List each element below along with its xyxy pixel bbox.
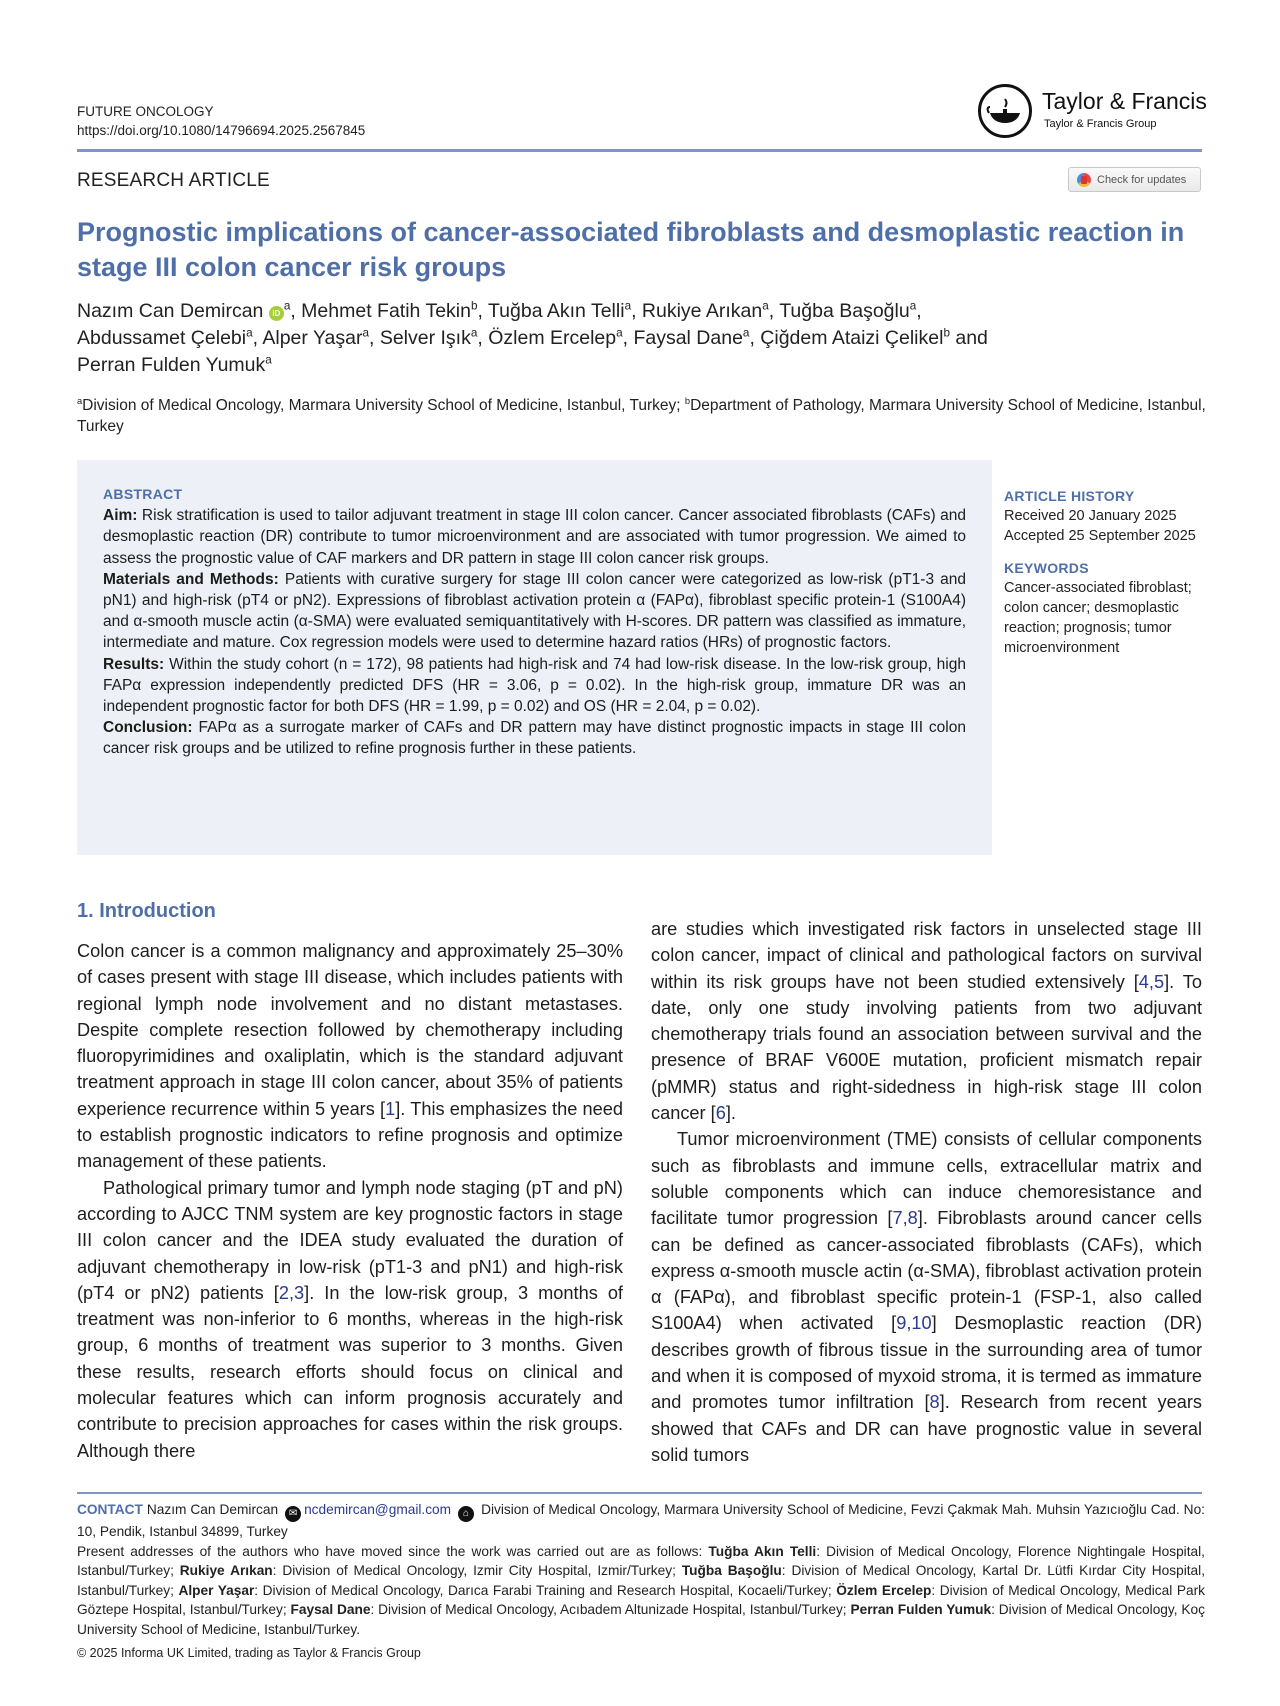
abstract-methods-text: Patients with curative surgery for stage III colon cancer were categorized as low-risk (pT1-3 and pN1) and high-risk (pT4 or pN2). Expressions of fibroblast activation protein α (FAPα), fibroblast specific protein-1 (S100A4) and α-smooth muscle actin (α-SMA) were evaluated semiquantitatively with H-scores. DR pattern was classified as immature, intermediate and mature. Cox regression models were used to determine hazard ratios (HRs) of prognostic factors. — [103, 570, 967, 652]
abstract-box — [77, 460, 992, 855]
author[interactable]: Selver Işık — [379, 327, 471, 349]
present-addresses: Present addresses of the authors who have moved since the work was carried out are as follows: Tuğba Akın Telli: Division of Medical Oncology, Florence Nightingale Hospital, Istanbul/Turkey; Rukiye Arıkan: Division of Medical Oncology, Izmir City Hospital, Izmir/Turkey; Tuğba Başoğlu: Division of Medical Oncology, Kartal Dr. Lütfi Kırdar City Hospital, Istanbul/Turkey; Alper Yaşar: Division of Medical Oncology, Darıca Farabi Training and Research Hospital, Kocaeli/Turkey; Özlem Ercelep: Division of Medical Oncology, Medical Park Göztepe Hospital, Istanbul/Turkey; Faysal Dane: Division of Medical Oncology, Acıbadem Altunizade Hospital, Istanbul/Turkey; Perran Fulden Yumuk: Division of Medical Oncology, Koç University School of Medicine, Istanbul/Turkey. — [77, 1543, 1206, 1637]
citation-link[interactable]: 1 — [385, 1098, 396, 1119]
abstract-aim — [103, 505, 966, 569]
oil-lamp-icon — [978, 84, 1032, 138]
article-meta-sidebar — [1004, 486, 1209, 658]
moved-author-name: Perran Fulden Yumuk — [850, 1602, 992, 1617]
author[interactable]: Nazım Can Demircan — [77, 300, 264, 322]
doi-link[interactable]: https://doi.org/10.1080/14796694.2025.2567845 — [77, 123, 366, 138]
moved-author-name: Tuğba Başoğlu — [681, 1563, 782, 1578]
moved-author-name: Rukiye Arıkan — [179, 1563, 273, 1578]
author-affiliation-mark: a — [909, 299, 917, 313]
author[interactable]: Tuğba Başoğlu — [779, 300, 910, 322]
paragraph: are studies which investigated risk factors in unselected stage III colon cancer, impact of clinical and pathological factors on survival within its risk groups have not been studied extensively [4,5]. To date, only one study involving patients from two adjuvant chemotherapy trials found an association between survival and the presence of BRAF V600E mutation, proficient mismatch repair (pMMR) status and right-sidedness in high-risk stage III colon cancer [6]. — [651, 919, 1202, 1124]
footnote-block — [77, 1500, 1205, 1639]
address-icon: ⌂ — [458, 1506, 474, 1522]
citation-link[interactable]: 2,3 — [278, 1282, 305, 1303]
author-affiliation-mark: a — [616, 326, 623, 340]
check-for-updates-button[interactable] — [1068, 167, 1201, 192]
contact-address: Division of Medical Oncology, Marmara University School of Medicine, Fevzi Çakmak Mah. Muhsin Yazıcıoğlu Cad. No: 10, Pendik, Istanbul 34899, Turkey — [77, 1502, 1205, 1539]
abstract-conclusion — [103, 717, 966, 759]
accepted-date: Accepted 25 September 2025 — [1004, 528, 1196, 544]
publisher-group: Taylor & Francis Group — [1044, 118, 1157, 130]
author-affiliation-mark: a — [624, 299, 632, 313]
moved-author-name: Tuğba Akın Telli — [708, 1543, 817, 1559]
author-affiliation-mark: a — [470, 326, 478, 340]
check-for-updates-label: Check for updates — [1097, 173, 1187, 186]
moved-author-name: Alper Yaşar — [178, 1582, 255, 1598]
introduction-heading: 1. Introduction — [77, 900, 216, 922]
email-icon: ✉ — [285, 1506, 301, 1522]
body-column-left — [77, 938, 623, 1464]
orcid-icon[interactable]: iD — [269, 306, 284, 321]
contact-email[interactable]: ncdemircan@gmail.com — [304, 1502, 452, 1517]
publisher-name: Taylor & Francis — [1042, 88, 1207, 114]
author-affiliation-mark: a — [283, 299, 291, 313]
keywords-list: Cancer-associated fibroblast; colon cancer; desmoplastic reaction; prognosis; tumor microenvironment — [1004, 580, 1192, 656]
body-column-right — [651, 916, 1202, 1468]
author[interactable]: Çiğdem Ataizi Çelikel — [760, 327, 944, 349]
abstract-heading: ABSTRACT — [103, 486, 183, 502]
affiliation-b: Department of Pathology, Marmara University School of Medicine, Istanbul, Turkey — [77, 397, 1206, 435]
journal-header — [77, 102, 365, 140]
paragraph: Tumor microenvironment (TME) consists of cellular components such as fibroblasts and immune cells, extracellular matrix and soluble components which can induce chemoresistance and facilitate tumor progression [7,8]. Fibroblasts around cancer cells can be defined as cancer-associated fibroblasts (CAFs), which express α-smooth muscle actin (α-SMA), fibroblast activation protein α (FAPα), and fibroblast specific protein-1 (FSP-1, also called S100A4) when activated [9,10] Desmoplastic reaction (DR) describes growth of fibrous tissue in the surrounding area of tumor and when it is composed of myxoid stroma, it is termed as immature and promotes tumor infiltration [8]. Research from recent years showed that CAFs and DR can have prognostic value in several solid tumors — [651, 1129, 1202, 1465]
abstract-conclusion-text: FAPα as a surrogate marker of CAFs and DR pattern may have distinct prognostic impacts in stage III colon cancer risk groups and be utilized to refine prognosis further in these patients. — [103, 719, 966, 758]
abstract-conclusion-label: Conclusion: — [103, 719, 193, 737]
copyright: © 2025 Informa UK Limited, trading as Taylor & Francis Group — [77, 1646, 421, 1660]
article-type: RESEARCH ARTICLE — [77, 170, 270, 191]
abstract-results-text: Within the study cohort (n = 172), 98 patients had high-risk and 74 had low-risk disease. In the low-risk group, high FAPα expression independently predicted DFS (HR = 3.06, p = 0.02). In the high-risk group, immature DR was an independent prognostic factor for both DFS (HR = 1.99, p = 0.02) and OS (HR = 2.04, p = 0.02). — [103, 655, 966, 716]
author-affiliation-mark: b — [943, 326, 950, 340]
publisher-logo — [978, 84, 1208, 144]
author-affiliation-mark: a — [246, 326, 253, 340]
abstract-aim-label: Aim: — [103, 507, 138, 525]
author-list: Nazım Can Demircan $iD^a$, Mehmet Fatih Tekin$^b$, Tuğba Akın Telli$^a$, Rukiye Arıkan$^a$, Tuğba Başoğlu$^a$, Abdussamet Çelebi$^a$, Alper Yaşar$^a$, Selver Işık$^a$, Özlem Ercelep$^a$, Faysal Dane$^a$, Çiğdem Ataizi Çelikel$^b$ and Perran Fulden Yumuk$^a$ — [77, 299, 988, 376]
abstract-results-label: Results: — [103, 655, 165, 673]
article-history-heading: ARTICLE HISTORY — [1004, 488, 1135, 504]
footer-divider — [77, 1492, 1202, 1494]
author[interactable]: Rukiye Arıkan — [641, 300, 763, 322]
author[interactable]: Abdussamet Çelebi — [77, 327, 247, 349]
affiliation-a: Division of Medical Oncology, Marmara University School of Medicine, Istanbul, Turkey; — [82, 397, 685, 414]
author-affiliation-mark: a — [265, 353, 272, 367]
abstract-methods-label: Materials and Methods: — [103, 570, 279, 588]
article-title: Prognostic implications of cancer-associated fibroblasts and desmoplastic reaction in stage III colon cancer risk groups — [77, 217, 1185, 282]
crossmark-icon — [1077, 173, 1091, 187]
abstract-aim-text: Risk stratification is used to tailor adjuvant treatment in stage III colon cancer. Cancer associated fibroblasts (CAFs) and desmoplastic reaction (DR) contribute to tumor microenvironment and are associated with tumor progression. We aimed to assess the prognostic value of CAF markers and DR pattern in stage III colon cancer risk groups. — [103, 507, 966, 567]
author[interactable]: Faysal Dane — [633, 327, 743, 349]
author-affiliation-mark: a — [362, 326, 369, 340]
affiliation-mark-b: b — [684, 395, 691, 406]
abstract-content — [103, 484, 966, 760]
received-date: Received 20 January 2025 — [1004, 508, 1177, 524]
author[interactable]: Mehmet Fatih Tekin — [301, 300, 471, 322]
author-affiliation-mark: a — [762, 299, 769, 313]
abstract-results — [103, 654, 966, 718]
header-divider — [77, 149, 1202, 152]
citation-link[interactable]: 6 — [715, 1103, 726, 1124]
author[interactable]: Perran Fulden Yumuk — [77, 354, 266, 376]
affiliations — [77, 395, 1207, 437]
paragraph: Pathological primary tumor and lymph node staging (pT and pN) according to AJCC TNM system are key prognostic factors in stage III colon cancer and the IDEA study evaluated the duration of adjuvant chemotherapy in low-risk (pT1-3 and pN1) and high-risk (pT4 or pN2) patients [2,3]. In the low-risk group, 3 months of treatment was non-inferior to 6 months, whereas in the high-risk group, 6 months of treatment was superior to 3 months. Given these results, research efforts should focus on clinical and molecular features which can inform prognosis accurately and contribute to precision approaches for cases within the risk groups. Although there — [77, 1177, 623, 1461]
affiliation-mark-a: a — [77, 395, 83, 406]
author-affiliation-mark: b — [470, 299, 478, 313]
citation-link[interactable]: 8 — [929, 1392, 940, 1413]
moved-author-name: Faysal Dane — [290, 1602, 371, 1617]
moved-author-name: Özlem Ercelep — [836, 1582, 932, 1598]
contact-name: Nazım Can Demircan — [142, 1502, 283, 1517]
citation-link[interactable]: 7,8 — [892, 1208, 918, 1229]
citation-link[interactable]: 9,10 — [896, 1313, 932, 1334]
author[interactable]: Alper Yaşar — [262, 327, 363, 349]
journal-name: FUTURE ONCOLOGY — [77, 104, 214, 119]
abstract-methods — [103, 569, 966, 654]
author[interactable]: Tuğba Akın Telli — [487, 300, 625, 322]
author-affiliation-mark: a — [742, 326, 750, 340]
author[interactable]: Özlem Ercelep — [488, 327, 617, 349]
paragraph: Colon cancer is a common malignancy and approximately 25–30% of cases present with stage III disease, which includes patients with regional lymph node involvement and no distant metastases. Despite complete resection followed by chemotherapy including fluoropyrimidines and oxaliplatin, which is the standard adjuvant treatment approach in stage III colon cancer, about 35% of patients experience recurrence within 5 years [1]. This emphasizes the need to establish prognostic indicators to refine prognosis and optimize management of these patients. — [77, 941, 623, 1172]
contact-label: CONTACT — [77, 1502, 143, 1517]
keywords-heading: KEYWORDS — [1004, 560, 1089, 576]
citation-link[interactable]: 4,5 — [1138, 971, 1165, 992]
